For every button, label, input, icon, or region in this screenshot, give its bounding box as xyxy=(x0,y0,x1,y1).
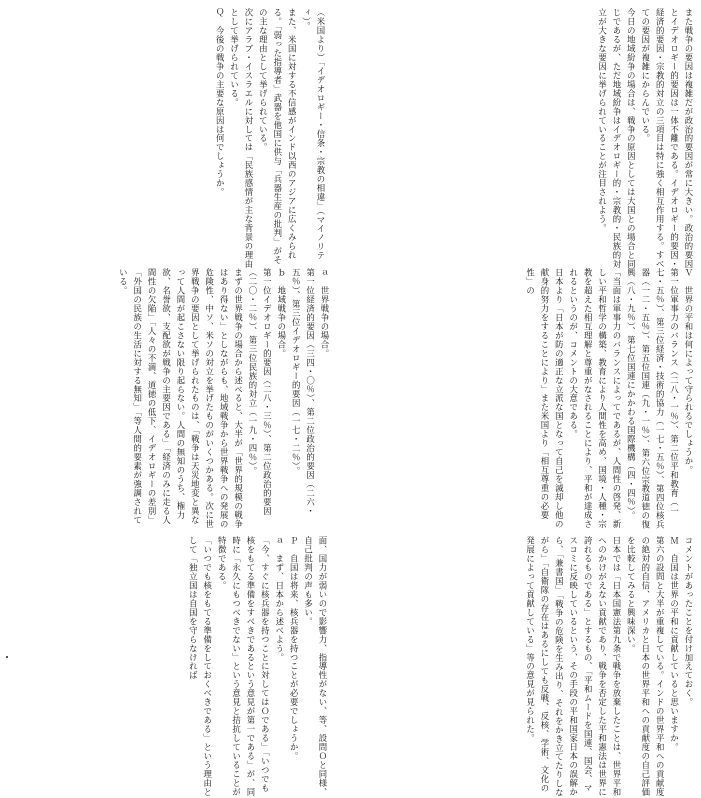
paragraph: また戦争の要因は複雑だが政治的要因が常に大きい。政治的要因とイデオロギー的要因は一体不離である。イデオロギー的要因・経済的要因・宗教的対立の三項目は特に強く相互作用する。すべての要因が複雑にからんでいる。 xyxy=(640,8,694,269)
paragraph: まずの世界戦争の場合から述べると、大半が「世界的規模の戦争はあり得ない」としながらも、地域戦争から世界戦争への発展の危険性、中ソ、米ソの対立を挙げたものがいくつかある。次に世界戦争の要因として挙げられたものは、「戦争は天災地変と異なって人間が起こさない限り起らない。人間の無知のうち、権力欲、名誉欲、支配欲が戦争の主要因である」「経済のみに走る人間性の欠陥」「人々の不満、道徳の低下、イデオロギーの差別」「外国の民族の生活に対する無知」「等人間的要素が強調されている。 xyxy=(118,268,244,529)
paragraph: 「今、すぐに核兵器を持つことに対してはＯである」「いつでも核をもてる準備をすべきであるという意見が第一である」が、同時に「永久にもつべきでない」という意見と拮抗していることが特徴である。 xyxy=(217,536,271,797)
scan-speck xyxy=(6,656,8,658)
question-heading: Ｑ 今後の戦争の主要な原因は何でしょうか。 xyxy=(215,8,226,197)
column-bottom-right xyxy=(396,536,696,798)
paragraph: 日本では「日本国憲法第九条で戦争を放棄したことは、世界平和へのかけがえない貢献であり、戦争を否定した平和憲法は世界に誇れるものである」とするもの、「平和ムードを国連、国会、マスコミに反映しているという、その手段の平和国家日本の誤解から、「兼書国」「戦争の危険を生み出り、それをかき立てたりしながら」「自衛隊の存在はあるにしても反戦、反核、学術、文化の発展によって貢献している」等の意見が見られた。 xyxy=(525,536,622,798)
column-middle-right xyxy=(400,268,696,530)
paragraph: 第一位イデオロギー的要因（二八・三％）、第二位政治的要因（二〇・二％）、第三位民族的対立（一九・四％）。 xyxy=(247,268,273,516)
subheading: ａ まず、日本から述べよう。 xyxy=(274,536,285,662)
paragraph: コメントがあったことを付け加えておく。 xyxy=(684,536,694,707)
paragraph: （米国より）「イデオロギー・信条・宗教の相違」（マイノリティ）。 xyxy=(301,8,326,261)
paragraph: 「当面は軍事力のバランスによってであるが、人間性の啓発、新しい平和哲学の構築、教育により人間性を高め、国境・人種・宗教を超えた相互理解と尊重がなされることにより、平和が達成されるというのが、コメントの大意である。 xyxy=(568,268,622,529)
column-bottom-left xyxy=(100,536,330,798)
paragraph: 第一位軍事力のバランス（二八・一％）、第二位平和教育（一七・五％）、第三位経済・技術的協力（一七・五％）、第四位核兵器（一二・五％）、第五位国連（九・一％）、第六位宗教道徳の復興（八・九％）、第七位国連にかかわる国際機構（四・四％）。 xyxy=(626,268,680,530)
paragraph: 第六の設問と大半が重複している。インドの世界平和への貢献度の絶対的自信、アメリカと日本の世界平和への貢献度の自己評価を比較してみると興味深い。 xyxy=(626,536,666,797)
column-middle-left xyxy=(100,268,332,530)
paragraph: 「いつでも核をもてる準備をしておくべきである」という理由として「独立国は自国を守らなければ xyxy=(188,536,213,797)
column-top-left xyxy=(100,8,328,270)
paragraph: 面、国力が弱いので影響力、指導性がない、等、設問Ｏと同様、自己批判の声も多い。 xyxy=(303,536,328,797)
question-heading: Ｖ 世界の平和は何によって守られるでしょうか。 xyxy=(684,268,694,475)
subheading: ｂ 地域戦争の場合。 xyxy=(276,268,287,358)
paragraph: 今日の地域紛争の場合は、戦争の原因としては大国との場合と同じであるが、ただ地域紛争はイデオロギー的・宗教的・民族的対立が大きな要因に挙げられていることが注目されよう。 xyxy=(597,8,637,269)
paragraph: 次にアラブ・イスラエルに対しては「民族感情が主な背景の理由として挙げられている。 xyxy=(229,8,254,269)
paragraph: 第一位経済的要因（三四・〇％）、第二位政治的要因（二六・五％）、第三位イデオロギー的要因（一七・二％）。 xyxy=(291,268,316,516)
question-heading: Ｐ 自国は将来、核兵器を持つことが必要でしょうか。 xyxy=(289,536,300,761)
subheading: ａ 世界戦争の場合。 xyxy=(320,268,330,358)
paragraph: また、米国に対する不信感がインド以西のアジアに広くみられる。「弱った指導者」武器を他国に供与「兵器生産の批判」がその主な理由として挙げられている。 xyxy=(258,8,298,265)
question-heading: Ｍ 自国は世界の平和に貢献していると思いますか。 xyxy=(669,536,680,752)
paragraph: 日本より「日本が防の適正な立派な国となって自己を滅却し他の献身的努力をすることにより」また米国より「相互尊重の必要性」の xyxy=(525,268,565,529)
column-top-right xyxy=(396,8,696,270)
